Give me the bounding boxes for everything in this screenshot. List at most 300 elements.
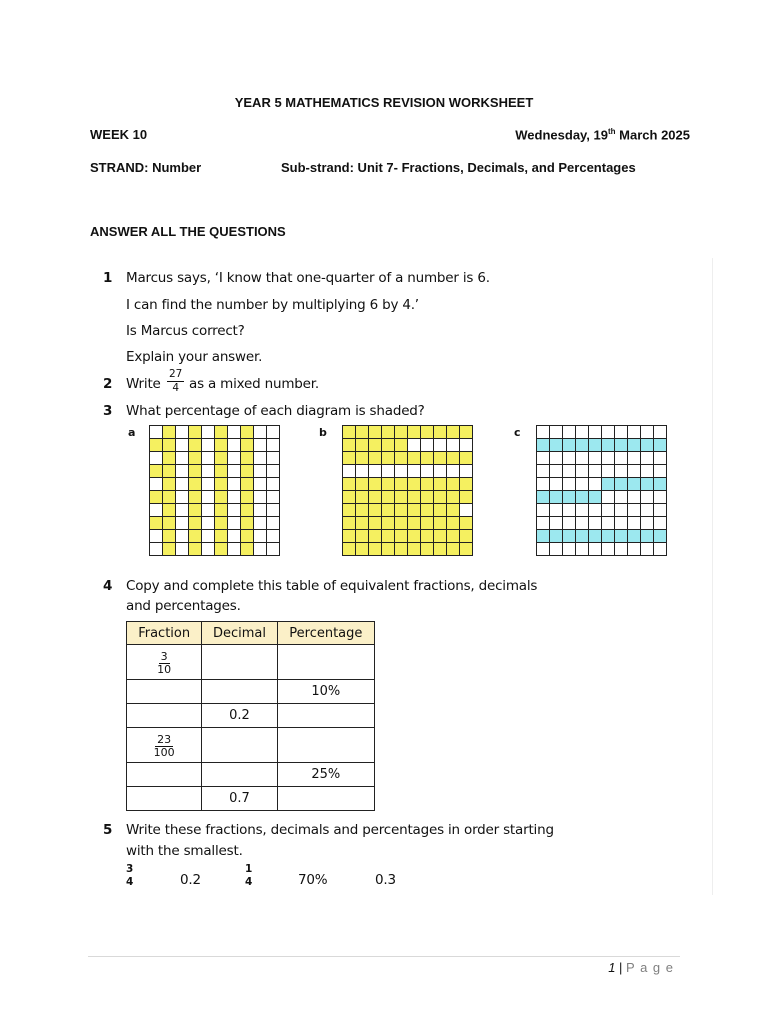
- grid-cell: [382, 452, 395, 465]
- grid-cell: [356, 517, 369, 530]
- grid-cell: [654, 465, 667, 478]
- grid-cell: [615, 543, 628, 556]
- grid-cell: [537, 491, 550, 504]
- grid-cell: [434, 439, 447, 452]
- grid-cell: [395, 517, 408, 530]
- grid-cell: [576, 530, 589, 543]
- grid-cell: [356, 491, 369, 504]
- grid-cell: [356, 543, 369, 556]
- grid-cell: [563, 439, 576, 452]
- grid-cell: [343, 465, 356, 478]
- grid-cell: [641, 504, 654, 517]
- grid-cell: [421, 543, 434, 556]
- grid-cell: [460, 543, 473, 556]
- date-prefix: Wednesday, 19: [515, 127, 608, 143]
- grid-cell: [241, 465, 254, 478]
- grid-cell: [537, 543, 550, 556]
- grid-cell: [343, 543, 356, 556]
- grid-cell: [254, 478, 267, 491]
- grid-cell: [421, 439, 434, 452]
- grid-cell: [460, 530, 473, 543]
- grid-cell: [176, 517, 189, 530]
- table-row: [127, 704, 375, 728]
- grid-cell: [241, 504, 254, 517]
- grid-cell: [267, 439, 280, 452]
- grid-cell: [641, 530, 654, 543]
- grid-cell: [460, 517, 473, 530]
- grid-cell: [382, 530, 395, 543]
- grid-cell: [176, 439, 189, 452]
- grid-cell: [343, 491, 356, 504]
- grid-cell: [537, 530, 550, 543]
- fraction-cell: [127, 763, 202, 787]
- grid-cell: [460, 504, 473, 517]
- grid-cell: [589, 517, 602, 530]
- grid-cell: [369, 491, 382, 504]
- grid-cell: [537, 439, 550, 452]
- q4-number: 4: [103, 578, 113, 594]
- grid-cell: [537, 465, 550, 478]
- grid-cell: [654, 478, 667, 491]
- grid-cell: [447, 491, 460, 504]
- grid-cell: [369, 426, 382, 439]
- grid-cell: [563, 543, 576, 556]
- header-decimal: Decimal: [202, 622, 277, 645]
- grid-cell: [550, 530, 563, 543]
- grid-cell: [267, 452, 280, 465]
- grid-cell: [641, 439, 654, 452]
- grid-cell: [654, 504, 667, 517]
- grid-cell: [176, 478, 189, 491]
- grid-cell: [602, 439, 615, 452]
- grid-cell: [176, 504, 189, 517]
- grid-cell: [163, 543, 176, 556]
- grid-cell: [356, 465, 369, 478]
- q4-line1: Copy and complete this table of equivalent fractions, decimals: [126, 578, 538, 594]
- grid-cell: [215, 439, 228, 452]
- grid-cell: [163, 452, 176, 465]
- grid-cell: [563, 504, 576, 517]
- grid-cell: [202, 491, 215, 504]
- grid-cell: [343, 439, 356, 452]
- grid-cell: [163, 439, 176, 452]
- grid-cell: [641, 491, 654, 504]
- q3-number: 3: [103, 403, 113, 419]
- grid-cell: [602, 530, 615, 543]
- grid-cell: [228, 465, 241, 478]
- grid-cell: [202, 530, 215, 543]
- decimal-cell: [202, 763, 277, 787]
- grid-cell: [628, 439, 641, 452]
- grid-cell: [163, 426, 176, 439]
- grid-cell: [460, 491, 473, 504]
- grid-cell: [215, 465, 228, 478]
- grid-cell: [447, 426, 460, 439]
- q5-decimal-1: 0.2: [180, 872, 201, 888]
- grid-cell: [447, 465, 460, 478]
- grid-cell: [254, 543, 267, 556]
- footer-page: [608, 960, 674, 975]
- grid-cell: [254, 452, 267, 465]
- grid-cell: [641, 517, 654, 530]
- grid-cell: [421, 478, 434, 491]
- grid-cell: [408, 491, 421, 504]
- grid-cell: [395, 439, 408, 452]
- grid-cell: [434, 426, 447, 439]
- grid-cell: [537, 452, 550, 465]
- grid-cell: [343, 530, 356, 543]
- grid-cell: [382, 504, 395, 517]
- q2-after: as a mixed number.: [189, 376, 319, 392]
- grid-cell: [576, 504, 589, 517]
- grid-cell: [576, 426, 589, 439]
- grid-cell: [215, 517, 228, 530]
- grid-cell: [254, 465, 267, 478]
- grid-cell: [369, 530, 382, 543]
- grid-cell: [356, 504, 369, 517]
- grid-cell: [460, 465, 473, 478]
- q4-line2: and percentages.: [126, 598, 241, 614]
- grid-cell: [421, 504, 434, 517]
- grid-cell: [228, 452, 241, 465]
- grid-cell: [369, 452, 382, 465]
- grid-cell: [241, 517, 254, 530]
- grid-cell: [408, 426, 421, 439]
- grid-cell: [576, 543, 589, 556]
- date-suffix: March 2025: [615, 127, 690, 143]
- grid-cell: [421, 530, 434, 543]
- footer-rule: [88, 956, 680, 957]
- grid-cell: [589, 465, 602, 478]
- grid-cell: [254, 504, 267, 517]
- grid-cell: [537, 426, 550, 439]
- grid-cell: [343, 517, 356, 530]
- table-row: [127, 645, 375, 680]
- grid-cell: [202, 426, 215, 439]
- grid-cell: [369, 478, 382, 491]
- date-sup: th: [608, 127, 616, 136]
- grid-cell: [434, 465, 447, 478]
- table-row: [127, 728, 375, 763]
- grid-cell: [460, 439, 473, 452]
- grid-cell: [408, 543, 421, 556]
- fraction-denominator: 10: [157, 662, 172, 676]
- grid-cell: [382, 543, 395, 556]
- q1-line2: I can find the number by multiplying 6 by 4.’: [126, 297, 419, 313]
- grid-cell: [202, 478, 215, 491]
- grid-cell: [628, 543, 641, 556]
- grid-cell: [421, 452, 434, 465]
- grid-cell: [254, 491, 267, 504]
- week-label: WEEK 10: [90, 127, 148, 142]
- grid-cell: [589, 478, 602, 491]
- grid-cell: [421, 465, 434, 478]
- q5-f1-numerator: 3: [126, 863, 134, 875]
- grid-cell: [550, 478, 563, 491]
- grid-cell: [628, 491, 641, 504]
- percentage-cell: 25%: [277, 763, 374, 787]
- grid-cell: [563, 530, 576, 543]
- grid-cell: [241, 452, 254, 465]
- grid-cell: [215, 452, 228, 465]
- grid-cell: [189, 465, 202, 478]
- grid-cell: [421, 426, 434, 439]
- grid-cell: [343, 426, 356, 439]
- grid-cell: [369, 504, 382, 517]
- grid-cell: [447, 439, 460, 452]
- grid-cell: [189, 530, 202, 543]
- grid-cell: [254, 517, 267, 530]
- diagram-a-grid: [149, 425, 280, 556]
- grid-cell: [615, 426, 628, 439]
- grid-cell: [408, 478, 421, 491]
- q5-f2-numerator: 1: [245, 863, 253, 875]
- grid-cell: [202, 439, 215, 452]
- grid-cell: [395, 465, 408, 478]
- q5-line1: Write these fractions, decimals and percentages in order starting: [126, 822, 554, 838]
- grid-cell: [615, 491, 628, 504]
- grid-cell: [215, 491, 228, 504]
- instruction: ANSWER ALL THE QUESTIONS: [90, 224, 286, 239]
- grid-cell: [447, 452, 460, 465]
- grid-cell: [654, 491, 667, 504]
- grid-cell: [460, 478, 473, 491]
- grid-cell: [576, 478, 589, 491]
- percentage-cell: [277, 704, 374, 728]
- grid-cell: [563, 478, 576, 491]
- grid-cell: [150, 426, 163, 439]
- grid-cell: [602, 491, 615, 504]
- grid-cell: [176, 465, 189, 478]
- grid-cell: [228, 478, 241, 491]
- grid-cell: [537, 517, 550, 530]
- grid-cell: [189, 517, 202, 530]
- grid-cell: [356, 439, 369, 452]
- grid-cell: [615, 504, 628, 517]
- decimal-cell: 0.7: [202, 787, 277, 811]
- grid-cell: [576, 452, 589, 465]
- grid-cell: [150, 491, 163, 504]
- grid-cell: [628, 478, 641, 491]
- grid-cell: [150, 543, 163, 556]
- grid-cell: [434, 504, 447, 517]
- grid-cell: [382, 491, 395, 504]
- grid-cell: [369, 517, 382, 530]
- grid-cell: [267, 543, 280, 556]
- q1-number: 1: [103, 270, 113, 286]
- grid-cell: [202, 504, 215, 517]
- grid-cell: [447, 504, 460, 517]
- table-row: [127, 787, 375, 811]
- grid-cell: [563, 452, 576, 465]
- grid-cell: [163, 530, 176, 543]
- grid-cell: [550, 491, 563, 504]
- grid-cell: [602, 478, 615, 491]
- grid-cell: [241, 439, 254, 452]
- grid-cell: [150, 439, 163, 452]
- grid-cell: [447, 478, 460, 491]
- grid-cell: [641, 543, 654, 556]
- grid-cell: [589, 530, 602, 543]
- grid-cell: [589, 452, 602, 465]
- grid-cell: [550, 439, 563, 452]
- grid-cell: [343, 452, 356, 465]
- grid-cell: [267, 517, 280, 530]
- grid-cell: [641, 478, 654, 491]
- grid-cell: [615, 465, 628, 478]
- grid-cell: [356, 452, 369, 465]
- grid-cell: [628, 517, 641, 530]
- grid-cell: [550, 426, 563, 439]
- grid-cell: [395, 530, 408, 543]
- q2-numerator: 27: [169, 368, 183, 380]
- grid-cell: [434, 452, 447, 465]
- substrand-label: Sub-strand: Unit 7- Fractions, Decimals, and Percentages: [281, 160, 636, 175]
- grid-cell: [241, 530, 254, 543]
- grid-cell: [189, 439, 202, 452]
- page-number: 1: [608, 960, 616, 975]
- grid-cell: [215, 530, 228, 543]
- fraction-numerator: 23: [157, 732, 172, 746]
- grid-cell: [241, 491, 254, 504]
- grid-cell: [654, 426, 667, 439]
- grid-cell: [382, 517, 395, 530]
- header-fraction: Fraction: [127, 622, 202, 645]
- fraction-cell: [127, 680, 202, 704]
- grid-cell: [241, 478, 254, 491]
- q5-f1-denominator: 4: [126, 876, 134, 888]
- grid-cell: [628, 465, 641, 478]
- grid-cell: [628, 452, 641, 465]
- q2-fraction: [167, 369, 184, 394]
- grid-cell: [447, 517, 460, 530]
- grid-cell: [537, 478, 550, 491]
- q5-number: 5: [103, 822, 113, 838]
- grid-cell: [356, 530, 369, 543]
- q5-fraction-one-quarter: [243, 864, 254, 888]
- grid-cell: [267, 426, 280, 439]
- fraction-cell: [127, 704, 202, 728]
- diagram-c-grid: [536, 425, 667, 556]
- grid-cell: [202, 517, 215, 530]
- grid-cell: [628, 530, 641, 543]
- grid-cell: [395, 452, 408, 465]
- grid-cell: [460, 452, 473, 465]
- grid-cell: [163, 478, 176, 491]
- grid-cell: [589, 491, 602, 504]
- grid-cell: [602, 504, 615, 517]
- q1-line1: Marcus says, ‘I know that one-quarter of a number is 6.: [126, 270, 490, 286]
- diagram-b-label: b: [319, 426, 327, 439]
- q2-denominator: 4: [172, 382, 180, 394]
- grid-cell: [550, 517, 563, 530]
- grid-cell: [369, 465, 382, 478]
- grid-cell: [382, 426, 395, 439]
- percentage-cell: 10%: [277, 680, 374, 704]
- grid-cell: [369, 543, 382, 556]
- grid-cell: [563, 517, 576, 530]
- grid-cell: [176, 530, 189, 543]
- grid-cell: [615, 530, 628, 543]
- grid-cell: [641, 452, 654, 465]
- table-row: [127, 763, 375, 787]
- grid-cell: [228, 439, 241, 452]
- q5-decimal-2: 0.3: [375, 872, 396, 888]
- grid-cell: [641, 426, 654, 439]
- grid-cell: [267, 491, 280, 504]
- grid-cell: [576, 465, 589, 478]
- grid-cell: [150, 517, 163, 530]
- grid-cell: [434, 517, 447, 530]
- equivalents-table: [126, 621, 375, 811]
- grid-cell: [267, 504, 280, 517]
- grid-cell: [382, 439, 395, 452]
- q1-line3: Is Marcus correct?: [126, 323, 245, 339]
- grid-cell: [267, 530, 280, 543]
- grid-cell: [615, 517, 628, 530]
- grid-cell: [228, 426, 241, 439]
- grid-cell: [163, 465, 176, 478]
- grid-cell: [615, 452, 628, 465]
- q2-before: Write: [126, 376, 161, 392]
- grid-cell: [654, 439, 667, 452]
- grid-cell: [382, 465, 395, 478]
- grid-cell: [215, 478, 228, 491]
- grid-cell: [602, 465, 615, 478]
- grid-cell: [602, 452, 615, 465]
- grid-cell: [550, 452, 563, 465]
- grid-cell: [176, 426, 189, 439]
- grid-cell: [163, 517, 176, 530]
- decimal-cell: [202, 680, 277, 704]
- grid-cell: [421, 491, 434, 504]
- grid-cell: [395, 426, 408, 439]
- grid-cell: [408, 504, 421, 517]
- grid-cell: [267, 465, 280, 478]
- grid-cell: [421, 517, 434, 530]
- grid-cell: [202, 543, 215, 556]
- grid-cell: [176, 452, 189, 465]
- grid-cell: [563, 426, 576, 439]
- grid-cell: [254, 426, 267, 439]
- grid-cell: [654, 517, 667, 530]
- q3-text: What percentage of each diagram is shaded?: [126, 403, 425, 419]
- fraction-cell: [127, 787, 202, 811]
- grid-cell: [228, 543, 241, 556]
- q1-line4: Explain your answer.: [126, 349, 263, 365]
- page-separator: |: [615, 960, 627, 975]
- grid-cell: [654, 452, 667, 465]
- grid-cell: [628, 426, 641, 439]
- grid-cell: [589, 504, 602, 517]
- grid-cell: [163, 491, 176, 504]
- grid-cell: [447, 543, 460, 556]
- q2-number: 2: [103, 376, 113, 392]
- grid-cell: [369, 439, 382, 452]
- grid-cell: [408, 465, 421, 478]
- grid-cell: [589, 439, 602, 452]
- grid-cell: [654, 530, 667, 543]
- grid-cell: [202, 452, 215, 465]
- grid-cell: [395, 478, 408, 491]
- grid-cell: [589, 543, 602, 556]
- grid-cell: [576, 491, 589, 504]
- fraction-numerator: 3: [160, 649, 168, 663]
- grid-cell: [176, 491, 189, 504]
- grid-cell: [176, 543, 189, 556]
- grid-cell: [254, 439, 267, 452]
- decimal-cell: [202, 728, 277, 763]
